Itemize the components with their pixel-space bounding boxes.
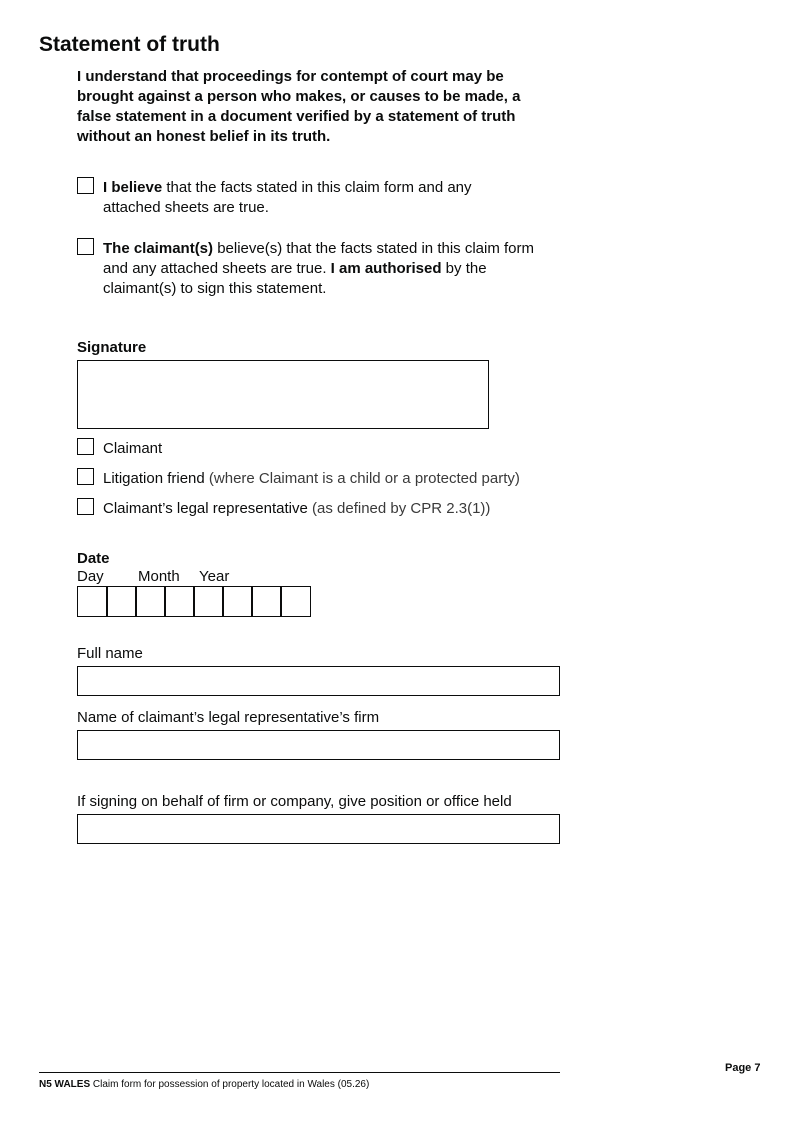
date-month-digit-1[interactable]: [135, 586, 166, 617]
belief-option-claimant-authorised: I am authorised: [330, 260, 442, 277]
belief-option-self-text: that the facts stated in this claim form and any attached sheets are true.: [103, 179, 472, 216]
date-day-label: Day: [77, 568, 104, 585]
position-label: If signing on behalf of firm or company, give position or office held: [77, 793, 512, 810]
role-legal-rep-label: Claimant’s legal representative: [103, 500, 308, 517]
date-day-digit-2[interactable]: [106, 586, 137, 617]
page-number: Page 7: [725, 1062, 761, 1074]
role-checkbox-claimant[interactable]: [77, 438, 94, 455]
date-year-digit-3[interactable]: [251, 586, 282, 617]
date-month-label: Month: [138, 568, 180, 585]
statement-intro: I understand that proceedings for contempt of court may be brought against a person who makes, or causes to be made, a false statement in a document verified by a statement of truth without an honest belief in its truth.: [77, 68, 521, 145]
role-legal-rep: [103, 499, 490, 519]
full-name-label: Full name: [77, 645, 143, 662]
date-label: Date: [77, 550, 110, 567]
date-input-grid: [77, 586, 311, 617]
position-field[interactable]: [77, 814, 560, 844]
role-checkbox-legal-rep[interactable]: [77, 498, 94, 515]
firm-name-label: Name of claimant’s legal representative’s firm: [77, 709, 380, 726]
belief-option-self: [103, 178, 533, 218]
role-legal-rep-note: (as defined by CPR 2.3(1)): [307, 500, 491, 517]
belief-option-claimant: [103, 239, 553, 299]
footer-form-code: N5 WALES: [39, 1079, 91, 1090]
belief-option-claimant-text: believe(s) that the facts stated in this claim form and any attached sheets are true.: [103, 240, 534, 277]
date-day-digit-1[interactable]: [77, 586, 108, 617]
role-litigation-friend: [103, 469, 520, 489]
footer-form-title: Claim form for possession of property located in Wales (05.26): [90, 1079, 370, 1090]
full-name-field[interactable]: [77, 666, 560, 696]
belief-option-claimant-text-end: by the claimant(s) to sign this statement.: [103, 260, 487, 297]
date-month-digit-2[interactable]: [164, 586, 195, 617]
role-checkbox-litigation-friend[interactable]: [77, 468, 94, 485]
signature-box[interactable]: [77, 360, 489, 429]
role-litigation-friend-note: (where Claimant is a child or a protected party): [204, 470, 520, 487]
role-claimant-label: Claimant: [103, 440, 163, 457]
footer-divider: [39, 1072, 560, 1073]
role-claimant: [103, 439, 162, 459]
date-year-digit-4[interactable]: [280, 586, 311, 617]
role-litigation-friend-label: Litigation friend: [103, 470, 205, 487]
belief-option-self-lead: I believe: [103, 179, 163, 196]
signature-label: Signature: [77, 339, 147, 356]
date-year-digit-1[interactable]: [193, 586, 224, 617]
date-year-label: Year: [199, 568, 230, 585]
footer-form-info: [39, 1079, 369, 1090]
belief-checkbox-self[interactable]: [77, 177, 94, 194]
date-year-digit-2[interactable]: [222, 586, 253, 617]
belief-option-claimant-lead: The claimant(s): [103, 240, 214, 257]
section-title: Statement of truth: [39, 33, 220, 56]
firm-name-field[interactable]: [77, 730, 560, 760]
belief-checkbox-claimant[interactable]: [77, 238, 94, 255]
